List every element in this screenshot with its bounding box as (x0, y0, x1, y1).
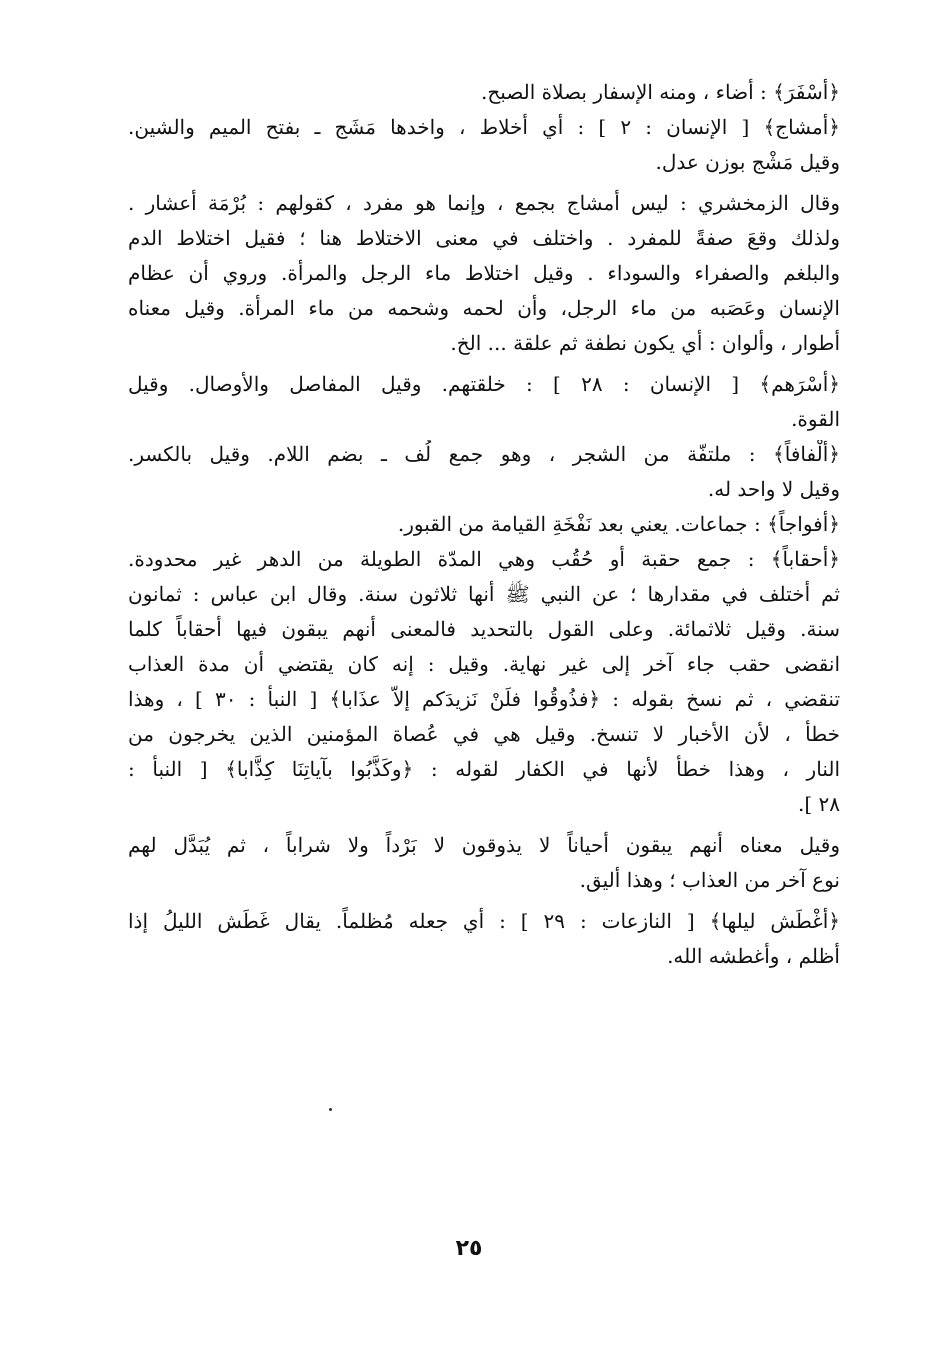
text-line: وقيل مَشْج بوزن عدل. (655, 150, 840, 174)
text-line: أطوار ، وألوان : أي يكون نطفة ثم علقة ... الخ. (450, 331, 840, 355)
text-line: تنقضي ، ثم نسخ بقوله : ﴿فذُوقُوا فلَنْ نَزيدَكم إلاَّ عذَابا﴾ [ النبأ : ٣٠ ] ، وهذا (128, 687, 840, 711)
paragraph-amshaj (128, 113, 840, 183)
paragraph-asrahum (128, 370, 840, 440)
paragraph-ahqaba (128, 545, 840, 825)
paragraph-aghtash (128, 907, 840, 977)
text-line: ﴿أفواجاً﴾ : جماعات. يعني بعد نَفْخَةِ القيامة من القبور. (397, 512, 840, 536)
text-line: ﴿أَغْطَش ليلها﴾ [ النازعات : ٢٩ ] : أي جعله مُظلماً. يقال غَطَش الليلُ إذا (128, 909, 840, 933)
text-line: ﴿أَسْفَرَ﴾ : أضاء ، ومنه الإسفار بصلاة الصبح. (481, 80, 840, 104)
page-body (128, 78, 840, 977)
paragraph-alfafa (128, 440, 840, 510)
text-line: وقال الزمخشري : ليس أمشاج بجمع ، وإنما هو مفرد ، كقولهم : بُرْمَة أعشار . (128, 191, 840, 215)
paragraph-asfar (128, 78, 840, 113)
text-line: القوة. (791, 407, 840, 431)
text-line: ﴿أحقاباً﴾ : جمع حقبة أو حُقُب وهي المدّة الطويلة من الدهر غير محدودة. (128, 547, 840, 571)
text-line: ﴿أَسْرَهم﴾ [ الإنسان : ٢٨ ] : خلقتهم. وقيل المفاصل والأوصال. وقيل (128, 372, 840, 396)
paragraph-yabqawn (128, 831, 840, 901)
print-speck (329, 1108, 332, 1111)
text-line: وقيل معناه أنهم يبقون أحياناً لا يذوقون لا بَرْداً ولا شراباً ، ثم يُبَدَّل لهم (128, 833, 840, 857)
text-line: ٢٨ ]. (797, 792, 840, 816)
text-line: وقيل لا واحد له. (707, 477, 840, 501)
text-line: ولذلك وقعَ صفةً للمفرد . واختلف في معنى الاختلاط هنا ؛ فقيل اختلاط الدم (128, 226, 840, 250)
text-line: والبلغم والصفراء والسوداء . وقيل اختلاط ماء الرجل والمرأة. وروي أن عظام (128, 261, 840, 285)
text-line: النار ، وهذا خطأ لأنها في الكفار لقوله : ﴿وكَذَّبُوا بآياتِنَا كِذَّابا﴾ [ النبأ : (128, 757, 840, 781)
text-line: انقضى حقب جاء آخر إلى غير نهاية. وقيل : إنه كان يقتضي أن مدة العذاب (128, 652, 840, 676)
text-line: ﴿أَلْفافاً﴾ : ملتفّة من الشجر ، وهو جمع لُف ـ بضم اللام. وقيل بالكسر. (128, 442, 840, 466)
page-number: ٢٥ (455, 1236, 483, 1261)
text-line: ﴿أمشاج﴾ [ الإنسان : ٢ ] : أي أخلاط ، واخدها مَشَج ـ بفتح الميم والشين. (128, 115, 840, 139)
text-line: خطأ ، لأن الأخبار لا تنسخ. وقيل هي في عُصاة المؤمنين الذين يخرجون من (128, 722, 840, 746)
paragraph-zamakhshari (128, 189, 840, 364)
text-line: أظلم ، وأغطشه الله. (667, 944, 840, 968)
text-line: الإنسان وعَصَبه من ماء الرجل، وأن لحمه وشحمه من ماء المرأة. وقيل معناه (128, 296, 840, 320)
paragraph-afwaja (128, 510, 840, 545)
text-line: ثم أختلف في مقدارها ؛ عن النبي ﷺ أنها ثلاثون سنة. وقال ابن عباس : ثمانون (128, 582, 840, 606)
text-line: نوع آخر من العذاب ؛ وهذا أليق. (579, 868, 840, 892)
text-line: سنة. وقيل ثلاثمائة. وعلى القول بالتحديد فالمعنى أنهم يبقون فيها أحقاباً كلما (128, 617, 840, 641)
